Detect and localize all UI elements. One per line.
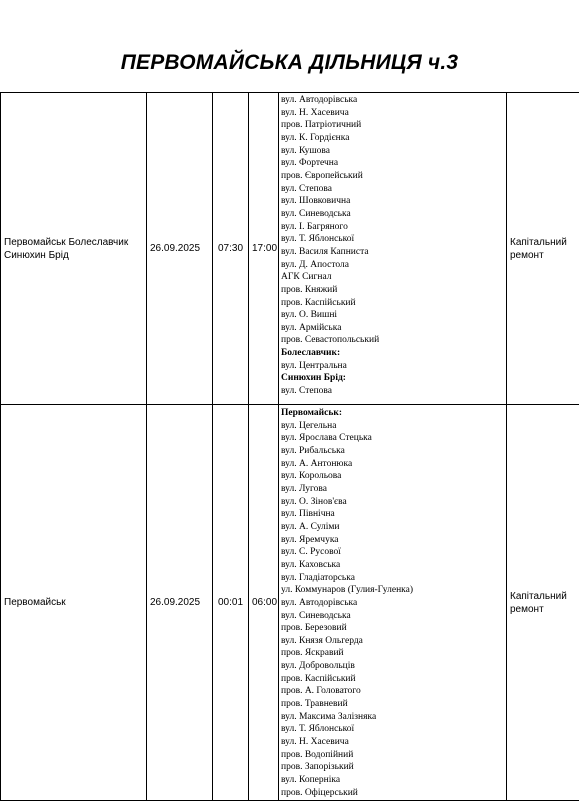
work-type-cell: Капітальний ремонт — [507, 93, 579, 405]
street-item: вул. Василя Капниста — [281, 246, 504, 259]
streets-cell — [279, 405, 507, 801]
street-item: пров. Севастопольський — [281, 334, 504, 347]
street-item: вул. Максима Залізняка — [281, 711, 504, 724]
street-item: вул. К. Гордієнка — [281, 132, 504, 145]
street-item: вул. Т. Яблонської — [281, 723, 504, 736]
start-time-cell: 00:01 — [213, 405, 249, 801]
street-item: вул. Гладіаторська — [281, 572, 504, 585]
street-item: пров. Травневий — [281, 698, 504, 711]
street-item: вул. О. Зінов'єва — [281, 496, 504, 509]
street-item: вул. Ярослава Стецька — [281, 432, 504, 445]
street-item: вул. Північна — [281, 508, 504, 521]
street-item: пров. Каспійський — [281, 673, 504, 686]
street-item: вул. Цегельна — [281, 420, 504, 433]
street-list — [281, 405, 504, 799]
street-item: вул. Князя Ольгерда — [281, 635, 504, 648]
street-item: вул. Н. Хасевича — [281, 736, 504, 749]
street-item: вул. Корольова — [281, 470, 504, 483]
date-cell: 26.09.2025 — [147, 405, 213, 801]
street-item: пров. Європейський — [281, 170, 504, 183]
street-item: пров. Княжий — [281, 284, 504, 297]
street-item: пров. Патріотичний — [281, 119, 504, 132]
street-item: вул. Степова — [281, 385, 504, 398]
end-time-cell: 06:00 — [249, 405, 279, 801]
settlement-heading: Болеславчик: — [281, 347, 504, 360]
location-cell: Первомайськ — [1, 405, 147, 801]
street-item: вул. А. Антонюка — [281, 458, 504, 471]
street-item: пров. Каспійський — [281, 297, 504, 310]
street-item: вул. Кушова — [281, 145, 504, 158]
settlement-heading: Синюхин Брід: — [281, 372, 504, 385]
settlement-heading: Первомайськ: — [281, 407, 504, 420]
end-time-cell: 17:00 — [249, 93, 279, 405]
street-item: вул. Д. Апостола — [281, 259, 504, 272]
street-item: вул. Шовковична — [281, 195, 504, 208]
street-item: пров. А. Головатого — [281, 685, 504, 698]
street-item: вул. І. Багряного — [281, 221, 504, 234]
street-item: вул. О. Вишні — [281, 309, 504, 322]
street-item: вул. Армійська — [281, 322, 504, 335]
location-cell: Первомайськ Болеславчик Синюхин Брід — [1, 93, 147, 405]
street-item: вул. Рибальська — [281, 445, 504, 458]
street-item: вул. Фортечна — [281, 157, 504, 170]
street-item: вул. Н. Хасевича — [281, 107, 504, 120]
page-title: ПЕРВОМАЙСЬКА ДІЛЬНИЦЯ ч.3 — [0, 51, 579, 75]
street-item: вул. Синеводська — [281, 208, 504, 221]
date-cell: 26.09.2025 — [147, 93, 213, 405]
street-item: вул. Яремчука — [281, 534, 504, 547]
street-item: вул. Центральна — [281, 360, 504, 373]
street-item: пров. Березовий — [281, 622, 504, 635]
table-row — [1, 93, 579, 405]
work-type-cell: Капітальний ремонт — [507, 405, 579, 801]
street-item: АГК Сигнал — [281, 271, 504, 284]
street-item: пров. Водопійний — [281, 749, 504, 762]
street-item: вул. Лугова — [281, 483, 504, 496]
street-list — [281, 93, 504, 398]
street-item: пров. Яскравий — [281, 647, 504, 660]
street-item: вул. С. Русової — [281, 546, 504, 559]
street-item: вул. Добровольців — [281, 660, 504, 673]
street-item: вул. Каховська — [281, 559, 504, 572]
street-item: вул. А. Суліми — [281, 521, 504, 534]
street-item: вул. Автодорівська — [281, 94, 504, 107]
street-item: вул. Коперніка — [281, 774, 504, 787]
street-item: ул. Коммунаров (Гулия-Гуленка) — [281, 584, 504, 597]
street-item: вул. Автодорівська — [281, 597, 504, 610]
street-item: пров. Офіцерський — [281, 787, 504, 800]
street-item: вул. Синеводська — [281, 610, 504, 623]
start-time-cell: 07:30 — [213, 93, 249, 405]
table-row — [1, 405, 579, 801]
street-item: вул. Степова — [281, 183, 504, 196]
street-item: вул. Т. Яблонської — [281, 233, 504, 246]
schedule-table — [0, 92, 579, 801]
street-item: пров. Запорізький — [281, 761, 504, 774]
streets-cell — [279, 93, 507, 405]
